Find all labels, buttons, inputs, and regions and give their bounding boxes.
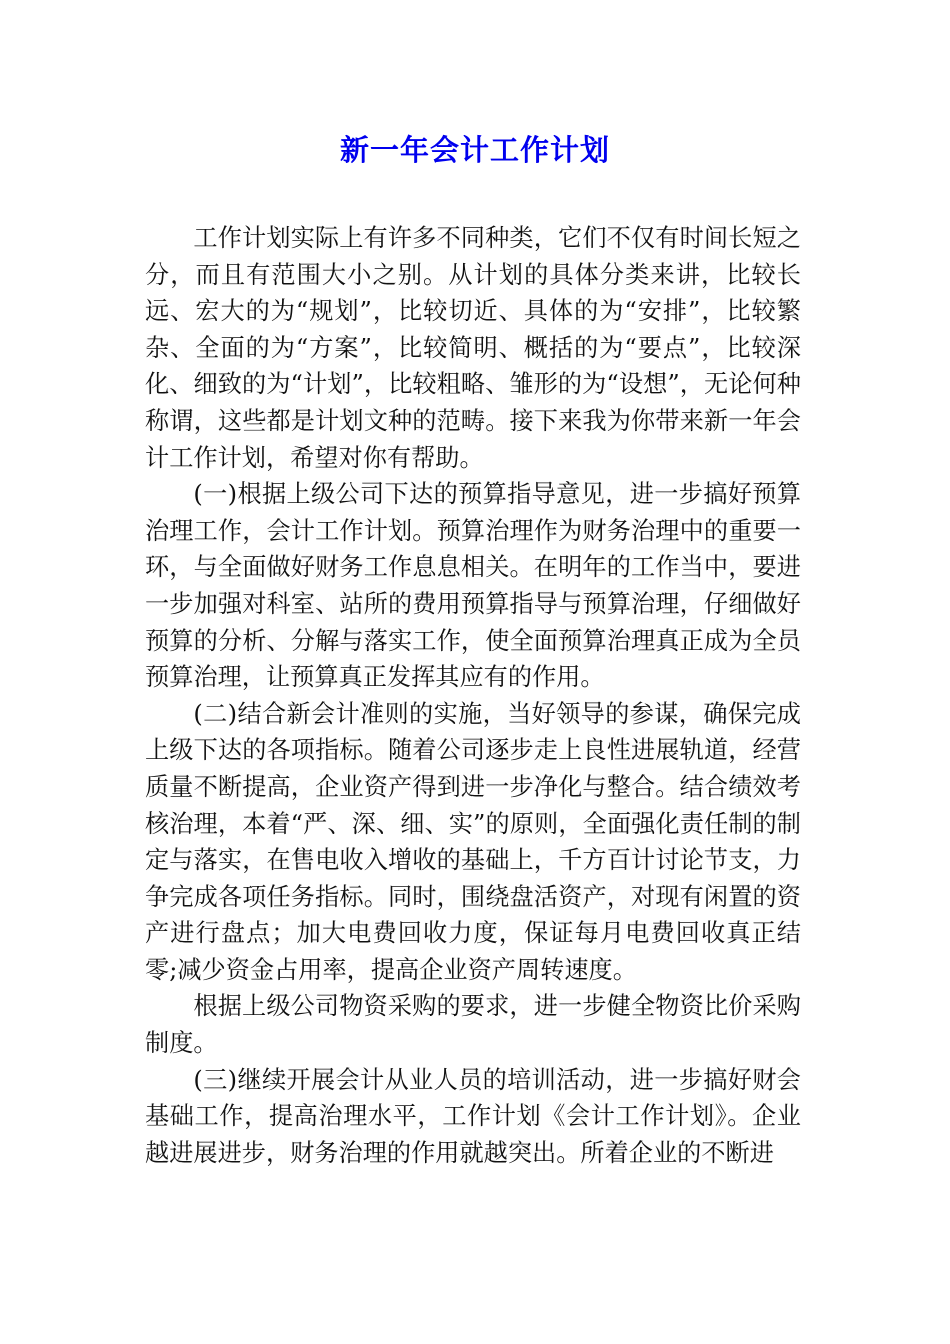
document-title: 新一年会计工作计划: [339, 133, 610, 167]
paragraph-accounting-standards: (二)结合新会计准则的实施，当好领导的参谋，确保完成上级下达的各项指标。随着公司逐步走上良性进展轨道，经营质量不断提高，企业资产得到进一步净化与整合。结合绩效考核治理，本着“严、深、细、实”的原则，全面强化责任制的制定与落实，在售电收入增收的基础上，千方百计讨论节支，力争完成各项任务指标。同时，围绕盘活资产，对现有闲置的资产进行盘点；加大电费回收力度，保证每月电费回收真正结零;减少资金占用率，提高企业资产周转速度。: [145, 699, 801, 984]
paragraph-budget: (一)根据上级公司下达的预算指导意见，进一步搞好预算治理工作，会计工作计划。预算治理作为财务治理中的重要一环，与全面做好财务工作息息相关。在明年的工作当中，要进一步加强对科室、站所的费用预算指导与预算治理，仔细做好预算的分析、分解与落实工作，使全面预算治理真正成为全员预算治理，让预算真正发挥其应有的作用。: [145, 480, 801, 692]
paragraph-procurement: 根据上级公司物资采购的要求，进一步健全物资比价采购制度。: [145, 992, 801, 1058]
document-body: [145, 220, 801, 1171]
paragraph-training: (三)继续开展会计从业人员的培训活动，进一步搞好财会基础工作，提高治理水平，工作计划《会计工作计划》。企业越进展进步，财务治理的作用就越突出。所着企业的不断进: [145, 1065, 801, 1167]
paragraph-intro: 工作计划实际上有许多不同种类，它们不仅有时间长短之分，而且有范围大小之别。从计划的具体分类来讲，比较长远、宏大的为“规划”，比较切近、具体的为“安排”，比较繁杂、全面的为“方案”，比较简明、概括的为“要点”，比较深化、细致的为“计划”，比较粗略、雏形的为“设想”，无论何种称谓，这些都是计划文种的范畴。接下来我为你带来新一年会计工作计划，希望对你有帮助。: [145, 224, 801, 472]
